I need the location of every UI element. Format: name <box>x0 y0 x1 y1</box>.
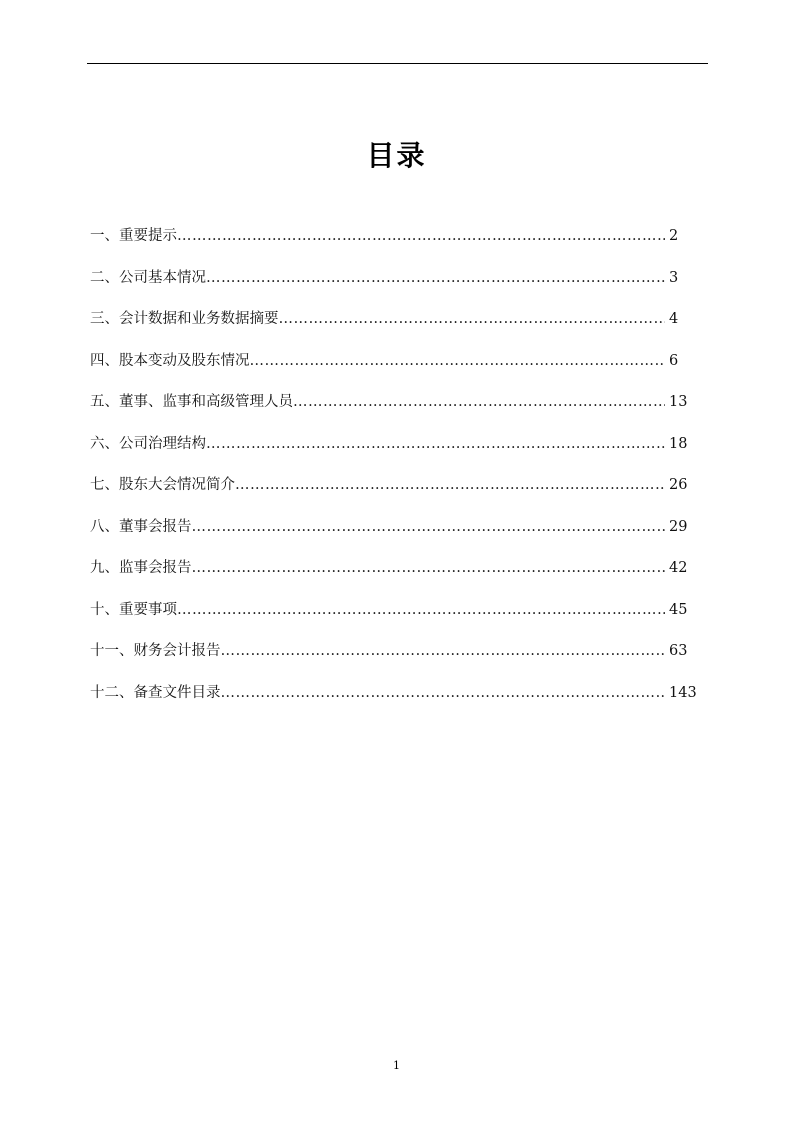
toc-dot-leader <box>235 469 665 501</box>
toc-entry-2[interactable] <box>90 262 705 304</box>
toc-dot-leader <box>293 386 665 418</box>
toc-entry-label: 十、重要事项 <box>90 601 177 618</box>
toc-entry-11[interactable] <box>90 635 705 677</box>
toc-entry-page: 45 <box>669 601 688 618</box>
toc-entry-9[interactable] <box>90 552 705 594</box>
toc-dot-leader <box>221 677 666 709</box>
toc-entry-label: 二、公司基本情况 <box>90 269 206 286</box>
table-of-contents <box>90 220 705 718</box>
toc-dot-leader <box>221 635 666 667</box>
toc-entry-page: 143 <box>669 684 697 701</box>
toc-entry-8[interactable] <box>90 511 705 553</box>
toc-entry-label: 十二、备查文件目录 <box>90 684 221 701</box>
toc-dot-leader <box>206 262 665 294</box>
toc-entry-12[interactable] <box>90 677 705 719</box>
toc-entry-page: 18 <box>669 435 688 452</box>
toc-entry-label: 六、公司治理结构 <box>90 435 206 452</box>
toc-entry-page: 2 <box>669 228 679 244</box>
toc-entry-5[interactable] <box>90 386 705 428</box>
toc-entry-label: 八、董事会报告 <box>90 518 192 535</box>
toc-entry-page: 13 <box>669 394 688 410</box>
toc-entry-4[interactable] <box>90 345 705 387</box>
toc-dot-leader <box>250 345 666 377</box>
toc-dot-leader <box>279 303 666 335</box>
toc-entry-6[interactable] <box>90 428 705 470</box>
toc-dot-leader <box>177 220 665 252</box>
toc-entry-label: 七、股东大会情况简介 <box>90 477 235 493</box>
toc-dot-leader <box>192 511 666 543</box>
toc-entry-3[interactable] <box>90 303 705 345</box>
toc-entry-page: 4 <box>669 311 679 327</box>
page-number: 1 <box>393 1059 400 1072</box>
toc-entry-label: 十一、财务会计报告 <box>90 643 221 659</box>
toc-entry-page: 3 <box>669 269 679 286</box>
toc-entry-10[interactable] <box>90 594 705 636</box>
toc-entry-page: 6 <box>669 352 679 369</box>
header-rule <box>87 63 708 64</box>
toc-entry-7[interactable] <box>90 469 705 511</box>
toc-entry-label: 五、董事、监事和高级管理人员 <box>90 394 293 410</box>
page-title: 目录 <box>366 139 427 172</box>
toc-entry-label: 九、监事会报告 <box>90 560 192 576</box>
toc-entry-label: 四、股本变动及股东情况 <box>90 352 250 369</box>
toc-entry-label: 三、会计数据和业务数据摘要 <box>90 311 279 327</box>
toc-entry-1[interactable] <box>90 220 705 262</box>
toc-entry-page: 26 <box>669 477 688 493</box>
toc-entry-page: 29 <box>669 518 688 535</box>
toc-dot-leader <box>206 428 665 460</box>
toc-dot-leader <box>192 552 666 584</box>
toc-dot-leader <box>177 594 665 626</box>
toc-entry-label: 一、重要提示 <box>90 228 177 244</box>
toc-entry-page: 63 <box>669 643 688 659</box>
toc-entry-page: 42 <box>669 560 688 576</box>
